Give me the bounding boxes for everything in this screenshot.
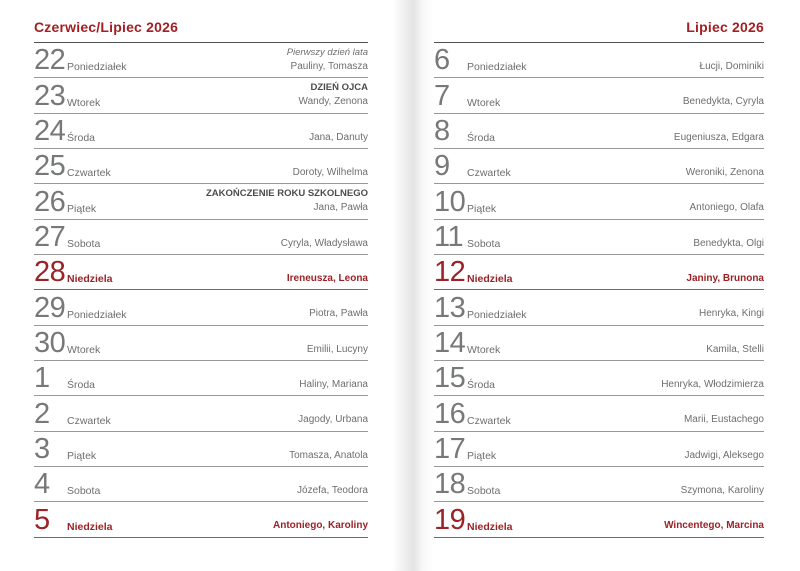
name-days: Jagody, Urbana [298, 414, 368, 426]
day-number: 9 [434, 150, 450, 183]
page-header [434, 16, 764, 43]
day-right-column [686, 272, 764, 286]
day-right-column [273, 519, 368, 533]
day-number: 25 [34, 150, 66, 183]
day-number: 15 [434, 362, 466, 395]
weekday-label: Niedziela [67, 520, 113, 533]
day-right-column [287, 47, 368, 73]
day-row [434, 184, 764, 219]
day-right-column [685, 449, 765, 463]
day-number: 16 [434, 397, 466, 430]
weekday-label: Piątek [67, 450, 97, 463]
weekday-label: Środa [67, 379, 96, 392]
day-row [434, 396, 764, 431]
day-right-column [664, 519, 764, 533]
weekday-label: Sobota [467, 238, 501, 251]
day-number: 13 [434, 291, 466, 324]
weekday-label: Piątek [67, 202, 97, 215]
day-row [434, 149, 764, 184]
day-number: 4 [34, 468, 50, 501]
day-right-column [686, 166, 764, 180]
weekday-label: Czwartek [467, 414, 511, 427]
name-days: Ireneusza, Leona [286, 272, 368, 284]
name-days: Marii, Eustachego [683, 414, 764, 426]
day-row [434, 290, 764, 325]
page-gutter [392, 0, 434, 571]
day-right-column [299, 378, 368, 392]
day-row [434, 220, 764, 255]
weekday-label: Czwartek [67, 414, 111, 427]
day-row [34, 432, 368, 467]
weekday-label: Piątek [467, 450, 497, 463]
weekday-label: Środa [467, 132, 496, 145]
day-number: 3 [34, 433, 50, 466]
day-right-column [684, 413, 764, 427]
day-row [34, 396, 368, 431]
day-number: 26 [34, 185, 66, 218]
day-right-column [674, 131, 764, 145]
day-row [434, 78, 764, 113]
day-number: 29 [34, 291, 66, 324]
day-row [434, 114, 764, 149]
day-right-column [681, 484, 764, 498]
name-days: Kamila, Stelli [706, 343, 764, 355]
name-days: Wandy, Zenona [298, 96, 368, 108]
name-days: Tomasza, Anatola [289, 449, 368, 461]
weekday-label: Niedziela [467, 273, 513, 286]
day-number: 27 [34, 221, 66, 254]
day-row [34, 467, 368, 502]
name-days: Józefa, Teodora [297, 484, 368, 496]
day-row [34, 78, 368, 113]
weekday-label: Niedziela [467, 520, 513, 533]
day-number: 2 [34, 397, 50, 430]
day-number: 18 [434, 468, 466, 501]
day-right-column [206, 188, 368, 214]
day-number: 17 [434, 433, 466, 466]
weekday-label: Poniedziałek [467, 61, 527, 74]
name-days: Pauliny, Tomasza [290, 60, 368, 72]
weekday-label: Środa [467, 379, 496, 392]
weekday-label: Czwartek [467, 167, 511, 180]
calendar-page-right [434, 0, 764, 571]
day-number: 30 [34, 327, 66, 360]
weekday-label: Sobota [67, 238, 101, 251]
day-right-column [287, 272, 368, 286]
weekday-label: Poniedziałek [67, 308, 127, 321]
name-days: Haliny, Mariana [299, 378, 368, 390]
day-row [434, 255, 764, 290]
weekday-label: Piątek [467, 202, 497, 215]
name-days: Łucji, Dominiki [699, 60, 764, 72]
day-number: 5 [34, 503, 50, 536]
weekday-label: Niedziela [67, 273, 113, 286]
day-number: 24 [34, 115, 66, 148]
day-row [434, 467, 764, 502]
day-number: 11 [434, 221, 464, 254]
name-days: Cyryla, Władysława [280, 237, 368, 249]
holiday-note: Pierwszy dzień lata [286, 47, 368, 59]
name-days: Weroniki, Zenona [685, 166, 764, 178]
day-right-column [693, 237, 764, 251]
name-days: Eugeniusza, Edgara [673, 131, 764, 143]
day-right-column [706, 343, 764, 357]
rows [34, 43, 368, 538]
weekday-label: Sobota [467, 485, 501, 498]
day-right-column [293, 166, 368, 180]
day-number: 10 [434, 185, 466, 218]
day-number: 23 [34, 79, 66, 112]
page-title: Czerwiec/Lipiec 2026 [34, 19, 179, 35]
day-number: 28 [34, 256, 66, 289]
day-row [34, 184, 368, 219]
name-days: Emilii, Lucyny [306, 343, 368, 355]
day-row [434, 43, 764, 78]
day-right-column [309, 131, 368, 145]
weekday-label: Środa [67, 132, 96, 145]
weekday-label: Wtorek [467, 96, 501, 109]
day-number: 8 [434, 115, 450, 148]
day-right-column [281, 237, 368, 251]
day-number: 19 [434, 503, 466, 536]
day-right-column [289, 449, 368, 463]
holiday-note: ZAKOŃCZENIE ROKU SZKOLNEGO [205, 188, 368, 200]
name-days: Antoniego, Karoliny [273, 520, 368, 532]
day-row [34, 326, 368, 361]
day-number: 22 [34, 44, 66, 77]
day-row [434, 502, 764, 537]
day-number: 7 [434, 79, 450, 112]
weekday-label: Poniedziałek [67, 61, 127, 74]
name-days: Henryka, Kingi [698, 308, 764, 320]
day-right-column [661, 378, 764, 392]
day-right-column [298, 413, 368, 427]
rows [434, 43, 764, 538]
name-days: Szymona, Karoliny [680, 484, 764, 496]
day-right-column [299, 82, 368, 108]
page-header [34, 16, 368, 43]
name-days: Jana, Pawła [313, 202, 368, 214]
name-days: Janiny, Brunona [686, 272, 764, 284]
day-number: 6 [434, 44, 450, 77]
day-right-column [700, 60, 764, 74]
day-right-column [307, 343, 368, 357]
name-days: Piotra, Pawła [309, 308, 368, 320]
day-row [34, 255, 368, 290]
day-row [434, 326, 764, 361]
weekday-label: Wtorek [67, 96, 101, 109]
day-number: 14 [434, 327, 466, 360]
name-days: Henryka, Włodzimierza [661, 378, 764, 390]
day-row [34, 43, 368, 78]
weekday-label: Wtorek [467, 344, 501, 357]
weekday-label: Wtorek [67, 344, 101, 357]
calendar-page-left [34, 0, 368, 571]
name-days: Wincentego, Marcina [664, 520, 764, 532]
day-row [34, 149, 368, 184]
day-right-column [309, 307, 368, 321]
day-right-column [699, 307, 764, 321]
weekday-label: Czwartek [67, 167, 111, 180]
day-row [34, 502, 368, 537]
name-days: Antoniego, Olafa [689, 202, 764, 214]
day-row [434, 361, 764, 396]
name-days: Doroty, Wilhelma [292, 166, 368, 178]
day-right-column [297, 484, 368, 498]
weekday-label: Sobota [67, 485, 101, 498]
day-row [34, 361, 368, 396]
name-days: Jadwigi, Aleksego [684, 449, 764, 461]
page-title: Lipiec 2026 [686, 19, 764, 35]
day-row [34, 220, 368, 255]
name-days: Jana, Danuty [309, 131, 368, 143]
weekday-label: Poniedziałek [467, 308, 527, 321]
name-days: Benedykta, Cyryla [682, 96, 764, 108]
day-number: 1 [34, 362, 50, 395]
name-days: Benedykta, Olgi [693, 237, 764, 249]
day-right-column [690, 201, 765, 215]
day-number: 12 [434, 256, 466, 289]
day-right-column [683, 95, 764, 109]
holiday-note: DZIEŃ OJCA [310, 82, 368, 94]
day-row [34, 290, 368, 325]
day-row [434, 432, 764, 467]
day-row [34, 114, 368, 149]
